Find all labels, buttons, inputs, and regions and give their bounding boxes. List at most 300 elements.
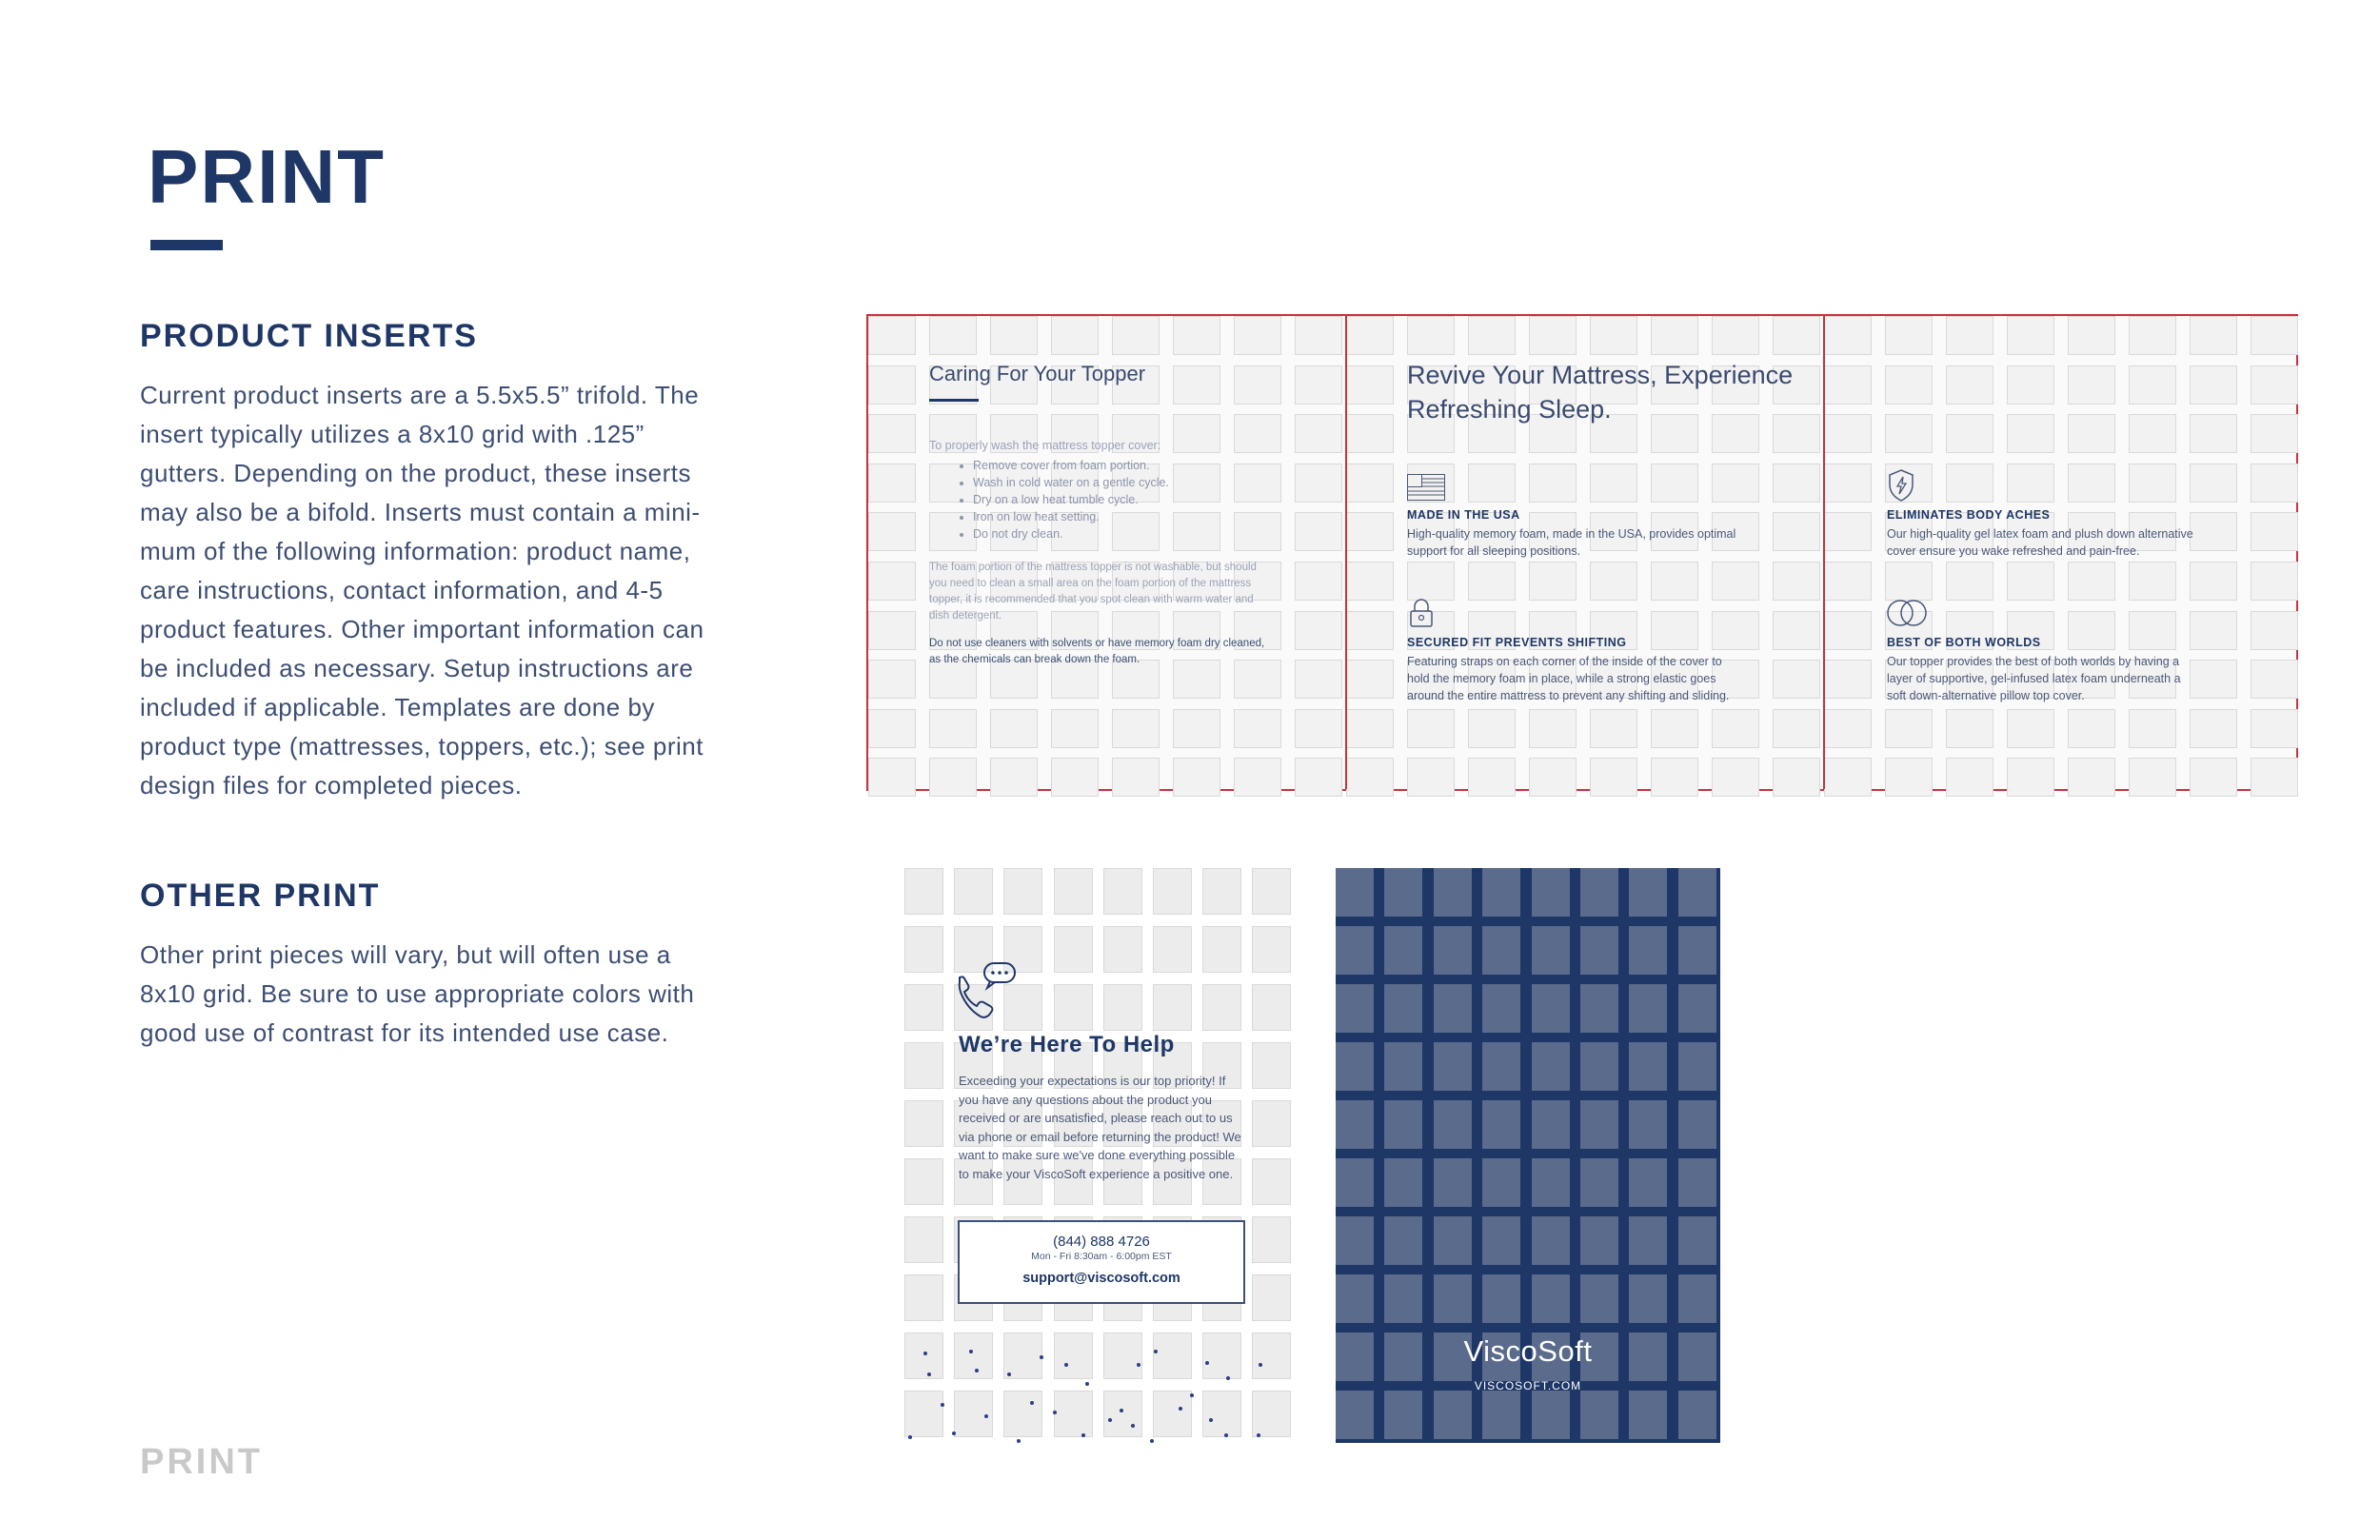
grid-cell [2251,611,2298,650]
grid-cell [1103,984,1142,1031]
grid-cell [1651,562,1698,601]
grid-cell [2251,758,2298,797]
care-step: • Iron on low heat setting. [973,508,1169,525]
grid-cell [1678,926,1716,975]
grid-cell [1629,1042,1667,1091]
grid-cell [1580,1158,1618,1207]
confetti-dot [1179,1407,1182,1411]
grid-cell [1346,611,1394,650]
grid-cell [1590,316,1637,355]
confetti-dot [1108,1418,1112,1422]
grid-cell [1434,926,1472,975]
grid-cell [2007,709,2054,748]
care-warning: Do not use cleaners with solvents or have memory foam dry cleaned, as the chemicals can break down the foam. [929,638,1265,665]
grid-cell [1773,562,1820,601]
grid-cell [1346,316,1394,355]
grid-cell [1482,1158,1520,1207]
shield-bolt-icon [1887,468,1915,507]
grid-cell [954,1333,993,1379]
grid-cell [2007,464,2054,503]
grid-cell [1532,1100,1570,1149]
grid-cell [1252,1274,1291,1321]
grid-cell [1434,1391,1472,1439]
grid-cell [1885,562,1933,601]
grid-cell [990,709,1038,748]
grid-cell [904,1333,943,1379]
grid-cell [1629,926,1667,975]
grid-cell [1252,1100,1291,1147]
grid-cell [1295,512,1342,551]
grid-cell [1434,1042,1472,1091]
grid-cell [1295,365,1342,405]
grid-cell [1946,709,1993,748]
grid-cell [1824,562,1872,601]
grid-cell [1529,316,1577,355]
confetti-dot [923,1352,927,1355]
grid-cell [1434,1158,1472,1207]
grid-cell [1295,316,1342,355]
confetti-dot [908,1435,912,1439]
revive-title: Revive Your Mattress, Experience Refreshing Sleep. [1407,361,1794,424]
grid-cell [1482,1391,1520,1439]
grid-cell [2007,562,2054,601]
confetti-dot [941,1403,944,1407]
grid-cell [1629,1158,1667,1207]
grid-cell [1529,758,1577,797]
grid-cell [929,316,977,355]
page-title: PRINT [148,134,386,219]
grid-cell [1651,464,1698,503]
feature-title: ELIMINATES BODY ACHES [1887,508,2051,522]
grid-cell [1112,709,1160,748]
grid-cell [2007,365,2054,405]
grid-cell [2007,758,2054,797]
grid-cell [929,709,977,748]
grid-cell [1885,709,1933,748]
grid-cell [1252,926,1291,973]
grid-cell [1629,1274,1667,1323]
care-intro: To properly wash the mattress topper cover: [929,439,1161,452]
grid-cell [1824,758,1872,797]
grid-cell [1580,1216,1618,1265]
grid-cell [1946,414,1993,453]
confetti-dot [1053,1411,1057,1414]
grid-cell [1054,1333,1093,1379]
grid-cell [1580,1391,1618,1439]
grid-cell [1773,758,1820,797]
grid-cell [2190,660,2237,699]
grid-cell [1252,1042,1291,1089]
grid-cell [1712,316,1759,355]
grid-cell [1295,562,1342,601]
grid-cell [2068,414,2115,453]
confetti-dot [1226,1376,1230,1380]
support-email[interactable]: support@viscosoft.com [1022,1271,1180,1286]
grid-cell [1336,1216,1374,1265]
grid-cell [1678,984,1716,1033]
brand-url: VISCOSOFT.COM [1474,1379,1582,1392]
grid-cell [2190,611,2237,650]
feature-title: BEST OF BOTH WORLDS [1887,636,2041,649]
grid-cell [1651,709,1698,748]
grid-cell [1824,316,1872,355]
grid-cell [904,1391,943,1437]
confetti-dot [1081,1433,1085,1437]
grid-cell [1384,1158,1422,1207]
grid-cell [1580,926,1618,975]
confetti-dot [969,1350,973,1353]
grid-cell [868,414,916,453]
grid-cell [2190,709,2237,748]
grid-cell [2068,562,2115,601]
grid-cell [1153,1333,1192,1379]
grid-cell [1946,562,1993,601]
grid-cell [904,984,943,1031]
grid-cell [2068,758,2115,797]
grid-cell [1712,464,1759,503]
grid-cell [1946,758,1993,797]
grid-cell [1336,1391,1374,1439]
confetti-dot [1150,1439,1154,1443]
grid-cell [1295,464,1342,503]
confetti-dot [1030,1401,1034,1405]
grid-cell [1234,709,1281,748]
grid-cell [1384,1274,1422,1323]
confetti-dot [927,1372,931,1376]
grid-cell [1678,1042,1716,1091]
confetti-dot [1259,1363,1262,1367]
grid-cell [1173,512,1220,551]
grid-cell [1346,660,1394,699]
grid-cell [2251,562,2298,601]
grid-cell [1678,1216,1716,1265]
grid-cell [1252,1158,1291,1205]
grid-cell [1590,709,1637,748]
grid-cell [1712,611,1759,650]
grid-cell [1054,1391,1093,1437]
grid-cell [1482,984,1520,1033]
contact-box [958,1220,1245,1304]
grid-cell [2129,365,2176,405]
grid-cell [1234,758,1281,797]
grid-cell [954,868,993,915]
grid-cell [2190,464,2237,503]
grid-cell [1529,464,1577,503]
grid-cell [1407,562,1455,601]
support-hours: Mon - Fri 8:30am - 6:00pm EST [1031,1251,1172,1262]
grid-cell [1173,464,1220,503]
grid-cell [1773,512,1820,551]
product-inserts-body: Current product inserts are a 5.5x5.5” trifold. The insert typically utilizes a 8x10 grid with .125” gutters. Depending on the product, these inserts may also be a bifold. Inserts must contain a mini-mum of the following information: product name, care instructions, contact information, and 4-5 product features. Other important information can be included as necessary. Setup instructions are included if applicable. Templates are done by product type (mattresses, toppers, etc.); see print design files for completed pieces. [140,381,704,800]
grid-cell [1054,868,1093,915]
grid-cell [2251,512,2298,551]
help-card [904,868,1289,1443]
grid-cell [1234,464,1281,503]
grid-cell [2007,414,2054,453]
grid-cell [2068,316,2115,355]
grid-cell [1468,709,1516,748]
grid-cell [1384,984,1422,1033]
grid-cell [1532,926,1570,975]
grid-cell [1434,1216,1472,1265]
grid-cell [1336,1158,1374,1207]
grid-cell [1346,562,1394,601]
grid-cell [929,758,977,797]
grid-cell [1712,709,1759,748]
confetti-dot [984,1414,988,1418]
grid-cell [1629,984,1667,1033]
brand-card [1336,868,1720,1443]
grid-cell [1153,926,1192,973]
grid-cell [904,926,943,973]
grid-cell [1482,868,1520,917]
grid-cell [1103,1391,1142,1437]
grid-cell [2190,316,2237,355]
grid-cell [1946,464,1993,503]
grid-cell [1173,709,1220,748]
grid-cell [868,316,916,355]
grid-cell [1824,365,1872,405]
grid-cell [1346,709,1394,748]
grid-cell [2129,758,2176,797]
grid-cell [1773,464,1820,503]
grid-cell [2190,414,2237,453]
grid-cell [1434,1274,1472,1323]
grid-cell [2129,464,2176,503]
trifold-insert [866,314,2298,791]
grid-cell [2190,562,2237,601]
grid-cell [1252,1333,1291,1379]
grid-cell [1529,709,1577,748]
care-step: • Dry on a low heat tumble cycle. [973,491,1169,508]
grid-cell [1202,1333,1241,1379]
grid-cell [1532,868,1570,917]
grid-cell [1678,1274,1716,1323]
grid-cell [1629,1391,1667,1439]
grid-cell [1629,868,1667,917]
grid-cell [1336,1100,1374,1149]
panel-divider [1345,316,1347,789]
grid-cell [1712,758,1759,797]
overlapping-circles-icon [1885,598,1929,633]
confetti-dot [975,1369,979,1372]
other-print-heading: OTHER PRINT [140,878,381,914]
grid-cell [1532,984,1570,1033]
grid-cell [1054,984,1093,1031]
grid-cell [1824,512,1872,551]
feature-desc: Our topper provides the best of both worlds by having a layer of supportive, gel-infused latex foam underneath a soft down-alternative pillow top cover. [1887,655,2181,702]
grid-cell [1153,984,1192,1031]
grid-cell [1529,562,1577,601]
grid-cell [1678,1158,1716,1207]
grid-cell [904,868,943,915]
grid-cell [1482,1100,1520,1149]
confetti-dot [1137,1363,1140,1367]
grid-cell [1384,1042,1422,1091]
grid-cell [1336,1274,1374,1323]
grid-cell [1946,365,1993,405]
grid-cell [1434,1100,1472,1149]
care-step: • Do not dry clean. [973,525,1169,543]
grid-cell [1173,758,1220,797]
feature-title: SECURED FIT PREVENTS SHIFTING [1407,636,1627,649]
grid-cell [1580,868,1618,917]
confetti-dot [1224,1433,1228,1437]
usa-flag-icon [1407,474,1445,505]
grid-cell [2251,316,2298,355]
confetti-dot [1257,1433,1260,1437]
confetti-dot [1007,1372,1011,1376]
product-inserts-heading: PRODUCT INSERTS [140,318,478,354]
grid-cell [1885,414,1933,453]
grid-cell [1885,365,1933,405]
lock-icon [1409,598,1434,633]
grid-cell [1532,1158,1570,1207]
grid-cell [904,1042,943,1089]
feature-desc: High-quality memory foam, made in the USA, provides optimal support for all sleeping positions. [1407,527,1736,558]
grid-cell [1885,758,1933,797]
grid-cell [1678,1391,1716,1439]
grid-cell [1468,758,1516,797]
care-foam-note: The foam portion of the mattress topper is not washable, but should you need to clean a small area on the foam portion of the mattress topper, it is recommended that you spot clean with warm water and dish detergent. [929,562,1257,622]
grid-cell [1590,464,1637,503]
care-title-rule [929,399,979,402]
care-step: • Remove cover from foam portion. [973,457,1169,474]
phone-chat-icon [952,959,1021,1027]
grid-cell [1384,868,1422,917]
grid-cell [1824,660,1872,699]
grid-cell [1295,611,1342,650]
confetti-dot [1040,1355,1043,1359]
panel-divider [1823,316,1825,789]
confetti-dot [1209,1418,1213,1422]
grid-cell [1651,758,1698,797]
other-print-body: Other print pieces will vary, but will often use a 8x10 grid. Be sure to use appropriate colors with good use of contrast for its intended use case. [140,940,695,1047]
grid-cell [904,1158,943,1205]
grid-cell [2068,464,2115,503]
grid-cell [868,464,916,503]
grid-cell [904,1100,943,1147]
grid-cell [2129,709,2176,748]
grid-cell [1346,365,1394,405]
confetti-dot [1190,1393,1194,1397]
grid-cell [1173,365,1220,405]
confetti-dot [1120,1409,1123,1412]
grid-cell [1651,316,1698,355]
grid-cell [1580,1042,1618,1091]
grid-cell [1482,926,1520,975]
grid-cell [1468,464,1516,503]
grid-cell [2129,316,2176,355]
grid-cell [1712,562,1759,601]
grid-cell [1252,1391,1291,1437]
grid-cell [1651,611,1698,650]
grid-cell [2129,562,2176,601]
grid-cell [1434,868,1472,917]
grid-cell [1054,926,1093,973]
grid-cell [1407,316,1455,355]
grid-cell [1202,984,1241,1031]
grid-cell [2190,758,2237,797]
grid-cell [1202,868,1241,915]
grid-cell [904,1216,943,1263]
grid-cell [2251,464,2298,503]
title-underline [150,240,223,250]
grid-cell [1346,414,1394,453]
grid-cell [990,316,1038,355]
confetti-dot [1017,1439,1021,1443]
confetti-dot [1131,1424,1135,1428]
grid-cell [1407,758,1455,797]
grid-cell [990,758,1038,797]
grid-cell [1773,611,1820,650]
grid-cell [1824,611,1872,650]
feature-desc: Featuring straps on each corner of the inside of the cover to hold the memory foam in place, while a strong elastic goes around the entire mattress to prevent any shifting and sliding. [1407,655,1730,702]
grid-cell [1234,365,1281,405]
grid-cell [868,611,916,650]
grid-cell [1234,414,1281,453]
grid-cell [1153,1391,1192,1437]
grid-cell [1003,1391,1042,1437]
grid-cell [1407,709,1455,748]
grid-cell [1295,758,1342,797]
grid-cell [2007,316,2054,355]
grid-cell [2068,611,2115,650]
grid-cell [1384,1391,1422,1439]
grid-cell [1336,868,1374,917]
grid-cell [1295,414,1342,453]
grid-cell [1532,1274,1570,1323]
grid-cell [1051,709,1099,748]
grid-cell [1580,984,1618,1033]
grid-cell [904,1274,943,1321]
grid-cell [2251,709,2298,748]
grid-cell [1532,1391,1570,1439]
grid-cell [1384,926,1422,975]
brand-logo-text: ViscoSoft [1463,1334,1593,1368]
grid-cell [1336,926,1374,975]
care-step: • Wash in cold water on a gentle cycle. [973,474,1169,491]
grid-cell [1252,868,1291,915]
grid-cell [1234,512,1281,551]
grid-cell [1678,868,1716,917]
grid-cell [1885,316,1933,355]
grid-cell [1468,562,1516,601]
grid-cell [1234,316,1281,355]
grid-cell [2190,365,2237,405]
grid-cell [1824,464,1872,503]
grid-cell [1434,984,1472,1033]
grid-cell [868,512,916,551]
grid-cell [1468,316,1516,355]
grid-cell [1384,1100,1422,1149]
grid-cell [868,709,916,748]
grid-cell [2251,365,2298,405]
grid-cell [1295,660,1342,699]
grid-cell [1773,316,1820,355]
grid-cell [1482,1042,1520,1091]
grid-cell [1103,1333,1142,1379]
grid-cell [1295,709,1342,748]
grid-cell [868,365,916,405]
grid-cell [1252,984,1291,1031]
grid-cell [1153,868,1192,915]
phone-number[interactable]: (844) 888 4726 [1053,1234,1150,1250]
grid-cell [1580,1100,1618,1149]
grid-cell [1384,1216,1422,1265]
confetti-dot [1154,1350,1158,1353]
grid-cell [1346,512,1394,551]
